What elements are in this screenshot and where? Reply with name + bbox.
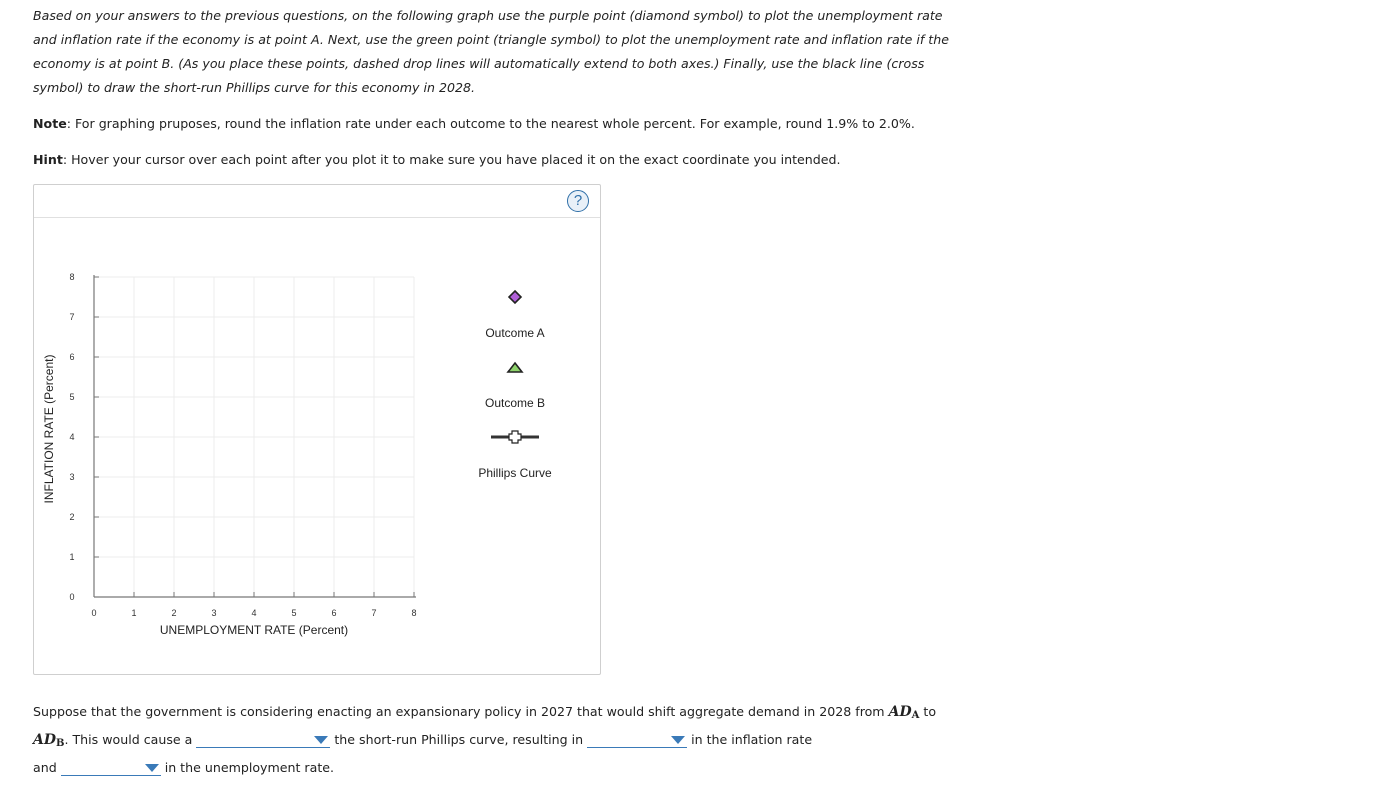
inflation-change-dropdown[interactable] [587,733,687,748]
shift-direction-dropdown[interactable] [196,733,330,748]
y-tick-label: 8 [69,272,75,282]
graph-panel [33,184,601,675]
question-text-2: . This would cause a [64,732,193,747]
y-tick-label: 7 [69,312,75,322]
question-text-to: to [923,704,937,719]
tick-labels [69,272,416,618]
x-tick-label: 3 [211,608,217,618]
triangle-icon[interactable] [508,363,522,372]
x-tick-label: 0 [91,608,97,618]
phillips-curve-label: Phillips Curve [478,466,552,480]
axes [94,275,416,597]
cross-icon[interactable] [509,431,521,443]
grid-lines [94,277,414,597]
x-axis-title: UNEMPLOYMENT RATE (Percent) [159,623,349,637]
note-text [33,112,915,136]
legend-palette [478,291,552,480]
phillips-curve-tool[interactable] [491,431,539,443]
instructions-text: Based on your answers to the previous questions, on the following graph use the purple point (diamond symbol) to plot the unemployment rate and inflation rate if the economy is at point A. Next, use the green point (triangle symbol) to plot the unemployment rate and inflation rate if the economy is at point B. (As you place these points, dashed drop lines will automatically extend to both axes.) Finally, use the black line (cross symbol) to draw the short-run Phillips curve for this economy in 2028. [33,8,949,95]
phillips-curve-graph[interactable] [34,185,600,674]
ad-b-base: AD [33,732,57,748]
hint-body: : Hover your cursor over each point after you plot it to make sure you have placed it on the exact coordinate you intended. [62,152,841,167]
ad-b-subscript: B [56,738,65,749]
unemployment-change-dropdown[interactable] [61,761,161,776]
ad-a-subscript: A [911,710,920,721]
note-body: : For graphing pruposes, round the inflation rate under each outcome to the nearest whole percent. For example, round 1.9% to 2.0%. [66,116,915,131]
x-tick-label: 6 [331,608,337,618]
outcome-a-tool[interactable] [509,291,521,303]
chevron-down-icon[interactable] [145,764,159,772]
x-tick-label: 7 [371,608,377,618]
y-tick-label: 1 [69,552,75,562]
help-icon[interactable]: ? [567,190,589,212]
ad-a-base: AD [888,704,912,720]
outcome-b-tool[interactable] [508,363,522,372]
y-tick-label: 2 [69,512,75,522]
y-tick-label: 0 [69,592,75,602]
diamond-icon[interactable] [509,291,521,303]
y-axis-title: INFLATION RATE (Percent) [42,354,56,504]
ad-b-symbol [33,732,64,748]
outcome-b-label: Outcome B [484,396,546,410]
y-tick-label: 3 [69,472,75,482]
y-tick-label: 5 [69,392,75,402]
chevron-down-icon[interactable] [671,736,685,744]
hint-label: Hint [33,152,63,167]
question-text-1: Suppose that the government is considering enacting an expansionary policy in 2027 that would shift aggregate demand in 2028 from [33,704,885,719]
chevron-down-icon[interactable] [314,736,328,744]
hint-text [33,148,841,172]
outcome-a-label: Outcome A [485,326,545,340]
question-paragraph [33,700,953,780]
y-tick-label: 6 [69,352,75,362]
question-text-3: the short-run Phillips curve, resulting in [334,732,584,747]
ad-a-symbol [889,704,920,720]
x-tick-label: 4 [251,608,257,618]
x-tick-label: 5 [291,608,297,618]
question-text-5: in the unemployment rate. [164,760,335,775]
question-text-and: and [33,760,57,775]
y-tick-label: 4 [69,432,75,442]
note-label: Note [33,116,67,131]
x-tick-label: 8 [411,608,417,618]
question-text-4: in the inflation rate [691,732,813,747]
x-tick-label: 2 [171,608,177,618]
x-tick-label: 1 [131,608,137,618]
